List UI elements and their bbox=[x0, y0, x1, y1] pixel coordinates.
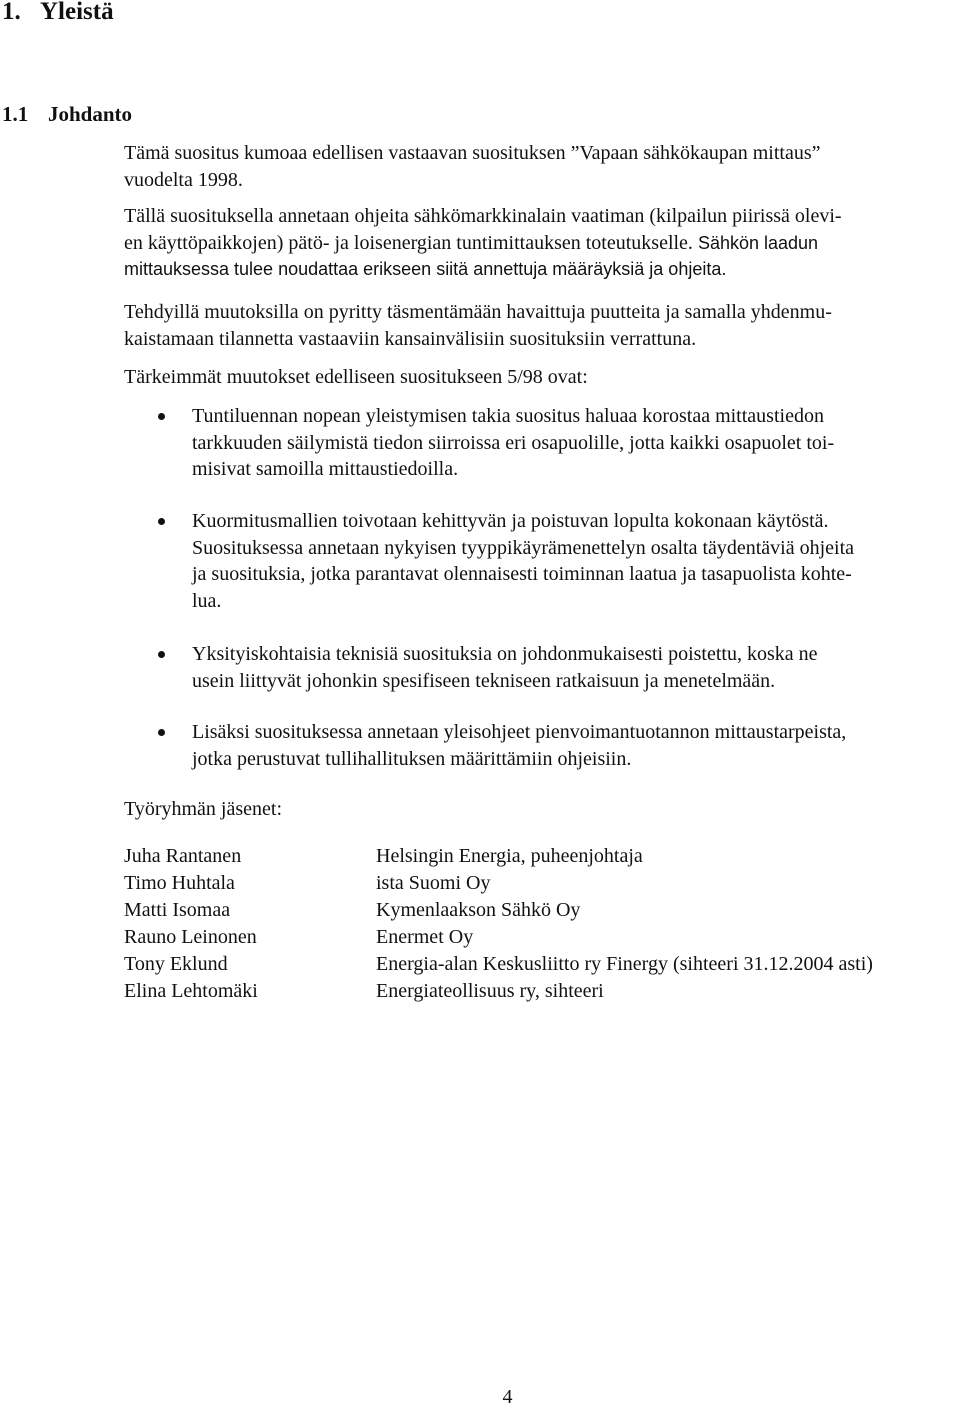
bullet-item bbox=[192, 719, 956, 772]
bullet-icon bbox=[158, 518, 165, 525]
paragraph-line bbox=[124, 230, 956, 257]
member-name: Timo Huhtala bbox=[124, 872, 235, 894]
bullet-line: tarkkuuden säilymistä tiedon siirroissa eri osapuolille, jotta kaikki osapuolet toi- bbox=[192, 431, 835, 454]
bullet-line: Suosituksessa annetaan nykyisen tyyppikäyrämenettelyn osalta täydentäviä ohjeita bbox=[192, 536, 855, 559]
member-organization: Energia-alan Keskusliitto ry Finergy (sihteeri 31.12.2004 asti) bbox=[376, 953, 873, 975]
bullet-line: usein liittyvät johonkin spesifiseen tekniseen ratkaisuun ja menetelmään. bbox=[192, 669, 776, 692]
section-heading bbox=[2, 0, 114, 26]
member-name: Rauno Leinonen bbox=[124, 926, 257, 948]
bullet-icon bbox=[158, 729, 165, 736]
paragraph-line: vuodelta 1998. bbox=[124, 168, 243, 191]
members-label: Työryhmän jäsenet: bbox=[124, 798, 282, 820]
member-organization: Kymenlaakson Sähkö Oy bbox=[376, 899, 581, 921]
bullet-line: Lisäksi suosituksessa annetaan yleisohjeet pienvoimantuotannon mittaustarpeista, bbox=[192, 721, 847, 743]
bullet-icon bbox=[158, 413, 165, 420]
paragraph-line: Tehdyillä muutoksilla on pyritty täsmentämään havaittuja puutteita ja samalla yhdenmu- bbox=[124, 301, 832, 323]
member-organization: Energiateollisuus ry, sihteeri bbox=[376, 980, 604, 1002]
bullet-line: Kuormitusmallien toivotaan kehittyvän ja poistuvan lopulta kokonaan käytöstä. bbox=[192, 510, 829, 532]
subsection-number: 1.1 bbox=[2, 102, 29, 126]
paragraph-segment-sans: Sähkön laadun bbox=[697, 232, 819, 253]
bullet-item bbox=[192, 403, 956, 483]
member-organization: Enermet Oy bbox=[376, 926, 474, 948]
bullet-item bbox=[192, 508, 956, 614]
bullet-line: Yksityiskohtaisia teknisiä suosituksia on johdonmukaisesti poistettu, koska ne bbox=[192, 643, 818, 665]
paragraph-main-changes bbox=[124, 364, 956, 391]
bullet-item bbox=[192, 641, 956, 694]
bullet-icon bbox=[158, 651, 165, 658]
page-number: 4 bbox=[502, 1386, 513, 1408]
paragraph-line: kaistamaan tilannetta vastaaviin kansainvälisiin suosituksiin verrattuna. bbox=[124, 327, 697, 350]
section-title: Yleistä bbox=[40, 0, 114, 25]
bullet-line: jotka perustuvat tullihallituksen määrittämiin ohjeisiin. bbox=[192, 747, 632, 770]
subsection-heading bbox=[2, 102, 132, 127]
member-name: Elina Lehtomäki bbox=[124, 980, 258, 1002]
member-name: Juha Rantanen bbox=[124, 845, 242, 867]
bullet-line: ja suosituksia, jotka parantavat olennaisesti toiminnan laatua ja tasapuolista kohte- bbox=[192, 563, 852, 585]
paragraph-line: Tämä suositus kumoaa edellisen vastaavan suosituksen ”Vapaan sähkökaupan mittaus” bbox=[124, 142, 821, 164]
section-number: 1. bbox=[2, 0, 21, 25]
subsection-title: Johdanto bbox=[48, 102, 133, 126]
paragraph-line: Tärkeimmät muutokset edelliseen suositukseen 5/98 ovat: bbox=[124, 366, 588, 388]
paragraph-scope bbox=[124, 203, 956, 283]
paragraph-line-sans: mittauksessa tulee noudattaa erikseen siitä annettuja määräyksiä ja ohjeita. bbox=[124, 259, 727, 279]
paragraph-line: Tällä suosituksella annetaan ohjeita sähkömarkkinalain vaatiman (kilpailun piirissä olevi- bbox=[124, 205, 842, 227]
bullet-line: Tuntiluennan nopean yleistymisen takia suositus haluaa korostaa mittaustiedon bbox=[192, 405, 824, 427]
member-name: Tony Eklund bbox=[124, 953, 228, 975]
member-organization: Helsingin Energia, puheenjohtaja bbox=[376, 845, 643, 867]
paragraph-segment: en käyttöpaikkojen) pätö- ja loisenergian tuntimittauksen toteutukselle. bbox=[124, 231, 693, 254]
member-organization: ista Suomi Oy bbox=[376, 872, 491, 894]
bullet-line: misivat samoilla mittaustiedoilla. bbox=[192, 458, 459, 480]
bullet-line: lua. bbox=[192, 589, 222, 612]
paragraph-intro bbox=[124, 140, 956, 193]
member-name: Matti Isomaa bbox=[124, 899, 231, 921]
paragraph-changes bbox=[124, 299, 956, 352]
